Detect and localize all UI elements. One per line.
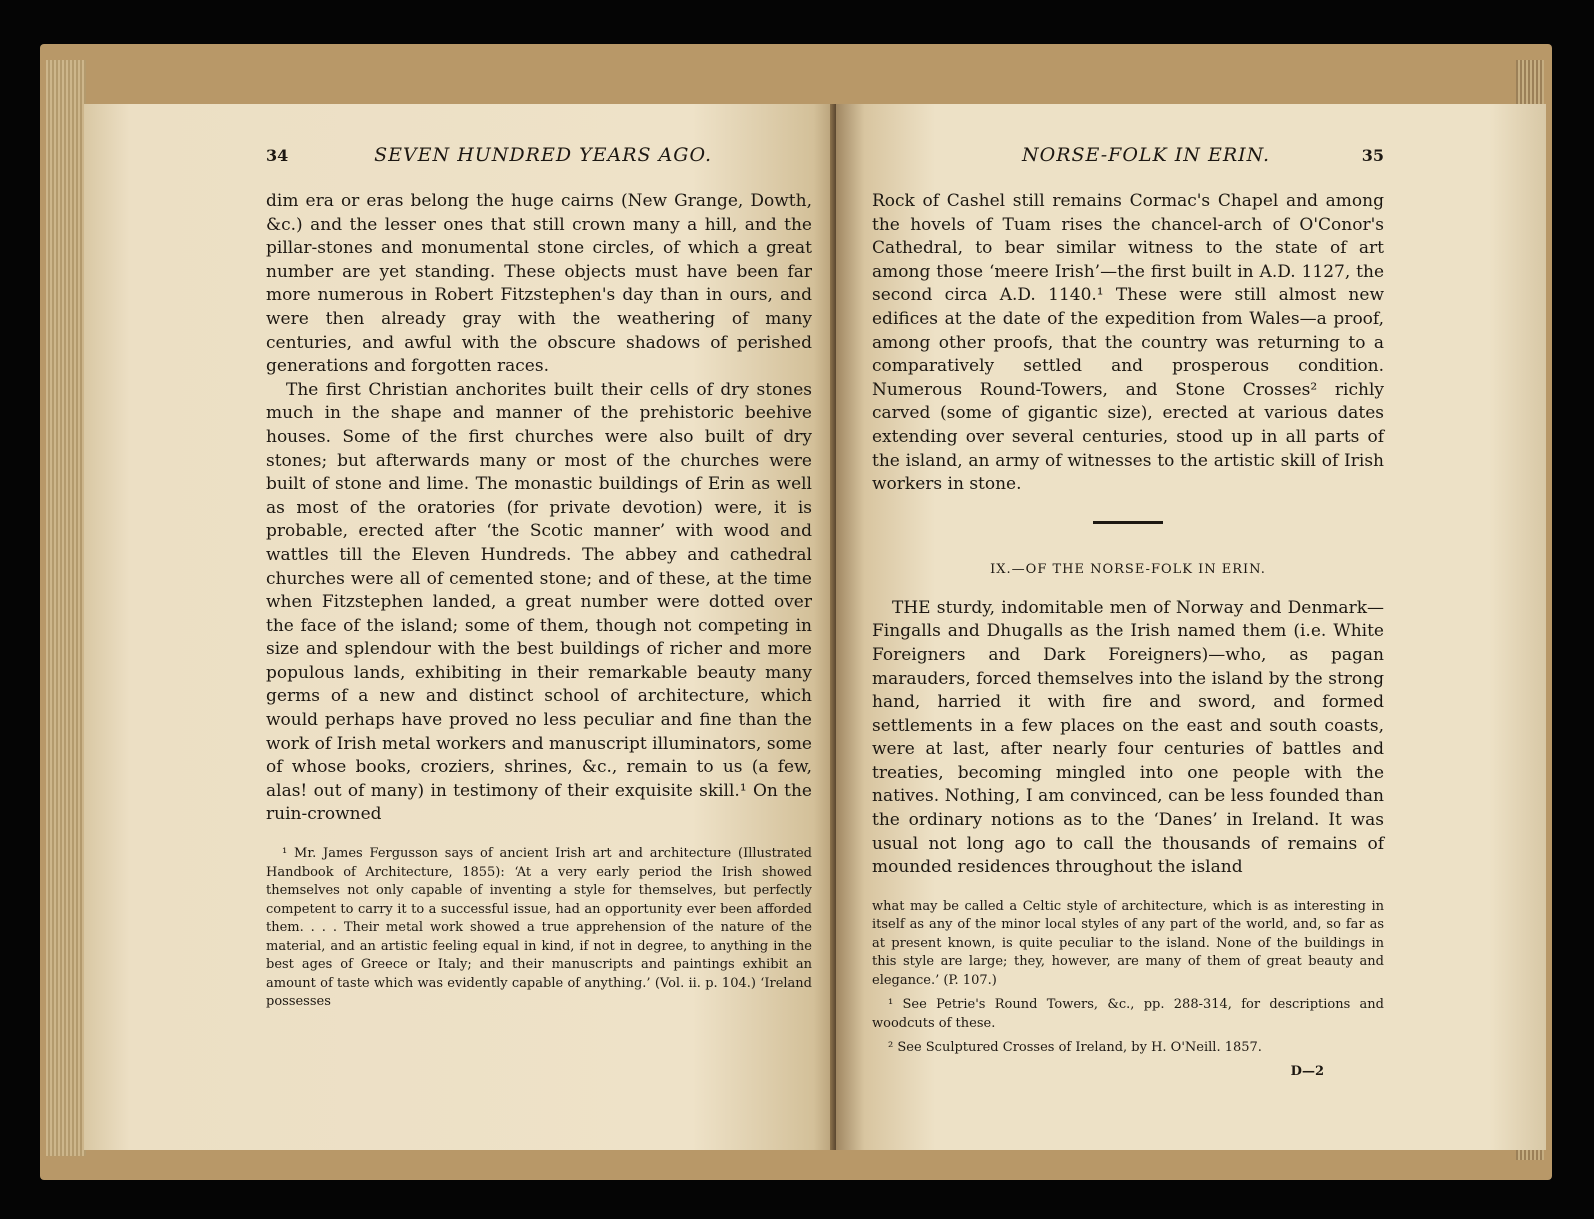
right-page-number: 35 — [1361, 146, 1384, 165]
right-footnote-1: ¹ See Petrie's Round Towers, &c., pp. 288-314, for descriptions and woodcuts of these. — [872, 997, 1384, 1031]
section-heading: IX.—OF THE NORSE-FOLK IN ERIN. — [990, 561, 1266, 577]
left-paragraph-2: The first Christian anchorites built their cells of dry stones much in the shape and manner of the prehistoric beehive houses. Some of the first churches were also built of dry stones; but afterwards many or most of the churches were built of stone and lime. The monastic buildings of Erin as well as most of the oratories (for private devotion) were, it is probable, erected after ‘the Scotic manner’ with wood and wattles till the Eleven Hundreds. The abbey and cathedral churches were all of cemented stone; and of these, at the time when Fitzstephen landed, a great number were dotted over the face of the island; some of them, though not competing in size and splendour with the best buildings of richer and more populous lands, exhibiting in their remarkable beauty many germs of a new and distinct school of architecture, which would perhaps have proved no less peculiar and fine than the work of Irish metal workers and manuscript illuminators, some of whose books, croziers, shrines, &c., remain to us (a few, alas! out of many) in testimony of their exquisite skill.¹ On the ruin-crowned — [266, 379, 812, 825]
left-footnote-1: ¹ Mr. James Fergusson says of ancient Irish art and architecture (Illustrated Handbook of Architecture, 1855): ‘At a very early period the Irish showed themselves not only capable of inventing a style for themselves, but perfectly competent to carry it to a successful issue, had an opportunity ever been afforded them. . . . Their metal work showed a true apprehension of the nature of the material, and an artistic feeling equal in kind, if not in degree, to anything in the best ages of Greece or Italy; and their manuscripts and paintings exhibit an amount of taste which was evidently capable of anything.’ (Vol. ii. p. 104.) ‘Ireland possesses — [266, 846, 812, 1010]
right-footnote-continuation: what may be called a Celtic style of architecture, which is as interesting in itself as any of the minor local styles of any part of the world, and, so far as at present known, is quite peculiar to the island. None of the buildings in this style are large; they, however, are many of them of great beauty and elegance.’ (P. 107.) — [872, 898, 1384, 988]
open-book — [40, 44, 1552, 1180]
left-page — [84, 104, 844, 1150]
right-paragraph-1: Rock of Cashel still remains Cormac's Chapel and among the hovels of Tuam rises the chancel-arch of O'Conor's Cathedral, to bear similar witness to the state of art among those ‘meere Irish’—the first built in A.D. 1127, the second circa A.D. 1140.¹ These were still almost new edifices at the date of the expedition from Wales—a proof, among other proofs, that the country was returning to a comparatively settled and prosperous condition. Numerous Round-Towers, and Stone Crosses² richly carved (some of gigantic size), erected at various dates extending over several centuries, stood up in all parts of the island, an army of witnesses to the artistic skill of Irish workers in stone. — [872, 191, 1384, 495]
right-page — [836, 104, 1546, 1150]
right-paragraph-2: THE sturdy, indomitable men of Norway and Denmark—Fingalls and Dhugalls as the Irish named them (i.e. White Foreigners and Dark Foreigners)—who, as pagan marauders, forced themselves into the island by the strong hand, harried it with fire and sword, and formed settlements in a few places on the east and south coasts, were at last, after nearly four centuries of battles and treaties, becoming mingled into one people with the natives. Nothing, I am convinced, can be less founded than the ordinary notions as to the ‘Danes’ in Ireland. It was usual not long ago to call the thousands of remains of mounded residences throughout the island — [872, 597, 1384, 878]
right-footnote-2: ² See Sculptured Crosses of Ireland, by H. O'Neill. 1857. — [888, 1040, 1262, 1056]
left-paragraph-1: dim era or eras belong the huge cairns (New Grange, Dowth, &c.) and the lesser ones that still crown many a hill, and the pillar-stones and monumental stone circles, of which a great number are yet standing. These objects must have been far more numerous in Robert Fitzstephen's day than in ours, and were then already gray with the weathering of many centuries, and awful with the obscure shadows of perished generations and forgotten races. — [266, 191, 812, 377]
left-running-head — [266, 144, 812, 174]
right-running-head — [872, 144, 1384, 174]
left-body-text — [266, 190, 812, 827]
left-page-edges — [46, 60, 86, 1156]
right-footnotes — [872, 898, 1384, 1058]
section-divider-rule — [1093, 521, 1163, 524]
left-page-number: 34 — [266, 146, 289, 165]
signature-mark: D—2 — [1290, 1063, 1324, 1079]
left-footnotes — [266, 845, 812, 1012]
left-running-title: SEVEN HUNDRED YEARS AGO. — [374, 144, 712, 166]
right-running-title: NORSE-FOLK IN ERIN. — [1022, 144, 1271, 166]
right-body-text — [872, 190, 1384, 497]
right-body-text-2 — [872, 597, 1384, 880]
